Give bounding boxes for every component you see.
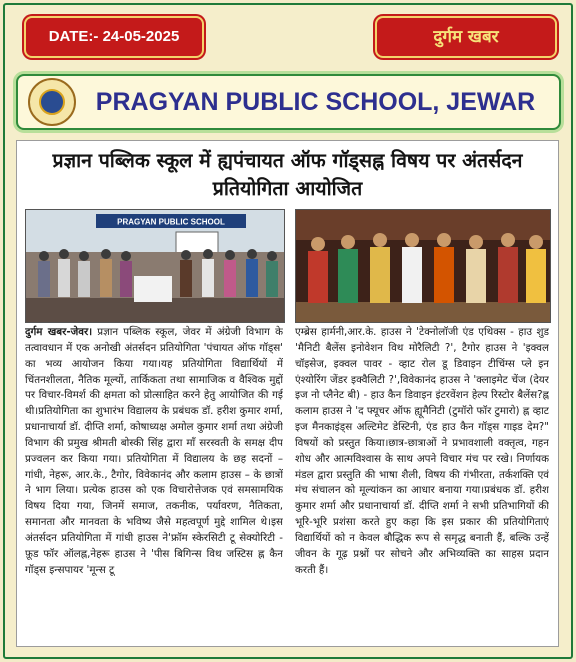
- article-column-1-text: प्रज्ञान पब्लिक स्कूल, जेवर में अंग्रेजी विभाग के तत्वावधान में एक अनोखी अंतर्सदन प्रतियोगिता 'पंचायत ऑफ गॉड्स' का भव्य आयोजन किया गया।यह प्रतियोगिता विद्यार्थियों में चिंतनशीलता, नैतिक मूल्यों, तार्किकता तथा सामाजिक व वैश्विक मुद्दों पर विचार-विमर्श की क्षमता को प्रोत्साहित करने हेतु आयोजित की गई थी।प्रतियोगिता का शुभारंभ विद्यालय के प्रबंधक डॉ. हरीश कुमार शर्मा, प्रधानाचार्या डॉ. दीप्ति शर्मा, कोषाध्यक्ष अमोल कुमार शर्मा तथा अंग्रेजी विभाग की प्रमुख श्रीमती बोस्की सिंह द्वारा माँ सरस्वती के समक्ष दीप प्रज्वलन कर किया गया। प्रतियोगिता में विद्यालय के छह सदनों – गांधी, नेहरू, आर.के., टैगोर, विवेकानंद और कलाम हाउस – के छात्रों ने भाग लिया। प्रत्येक हाउस को एक विचारोत्तेजक एवं समसामयिक विषय दिया गया, जिनमें समाज, तकनीक, पर्यावरण, नैतिकता, समानता और मानवता के भविष्य जैसे महत्वपूर्ण मुद्दे शामिल थे।इस अंतर्सदन प्रतियोगिता में गांधी हाउस ने'फ्रॉम स्केरसिटी टू सेक्योरिटी - फ़ूड फॉर ऑलह्न,नेहरू हाउस ने 'पीस बिगिन्स विथ जस्टिस ह्न कैन गॉड्स इन्सपायर 'मून्स टू: [25, 326, 283, 576]
- news-clipping: [16, 140, 559, 647]
- photo-costumed-students-illustration: [296, 210, 550, 322]
- photo-students-stage: [25, 209, 285, 323]
- photo-costumed-students: [295, 209, 551, 323]
- school-logo-icon: [28, 78, 76, 126]
- brand-badge: दुर्गम खबर: [375, 16, 557, 58]
- article-lead: दुर्गम खबर-जेवर।: [25, 326, 93, 338]
- article-column-1: [25, 325, 283, 643]
- article-headline: प्रज्ञान पब्लिक स्कूल में ह्यपंचायत ऑफ गॉड्सह्न विषय पर अंतर्सदन प्रतियोगिता आयोजित: [52, 149, 523, 200]
- date-badge: DATE:- 24-05-2025: [24, 16, 204, 58]
- article-column-2: एम्ब्रेस हार्मनी,आर.के. हाउस ने 'टेक्नोलॉजी एंड एथिक्स - हाउ शुड 'मैनिटी बैलेंस इनोवेशन विथ मोरैलिटी ?', टैगोर हाउस ने 'इक्वल चॉइसेज, इक्वल पावर - व्हाट रोल डू डिवाइन टीचिंग्स प्ले इन एंश्योरिंग जेंडर इक्वैलिटी ?',विवेकानंद हाउस ने 'क्लाइमेट चेंज (देयर इज नो प्लैनेट बी) - हाउ कैन डिवाइन इंटरवेंशन हेल्प रिस्टोर बैलेंस?ह्न कलाम हाउस ने 'द फ्यूचर ऑफ ह्यूमैनिटी (टुमॉरो फॉर टुमारो) ह्न व्हाट इज मैनकाइंड्स अल्टिमेट डेस्टिनी, एंड हाउ कैन गॉड्स गाइड देम?" विषयों को प्रस्तुत किया।छात्र-छात्राओं ने प्रभावशाली वक्तृत्व, गहन शोध और आत्मविश्वास के साथ अपने विचार मंच पर रखे। निर्णायक मंडल द्वारा प्रस्तुति की भाषा शैली, विषय की गंभीरता, तर्कशक्ति एवं मंच संचालन को मूल्यांकन का आधार बनाया गया।प्रबंधक डॉ. हरीश कुमार शर्मा और प्रधानाचार्या डॉ. दीप्ति शर्मा ने सभी प्रतिभागियों की भूरि-भूरि प्रशंसा करते हुए कहा कि इस प्रकार की प्रतियोगिताएं विद्यार्थियों को न केवल बौद्धिक रूप से समृद्ध बनाती हैं, बल्कि उन्हें जीवन के गूढ़ प्रश्नों पर सोचने और अभिव्यक्ति का साहस प्रदान करती हैं।: [295, 326, 549, 576]
- school-banner: [16, 74, 561, 130]
- photo-stage-banner-text: PRAGYAN PUBLIC SCHOOL: [117, 217, 225, 227]
- school-name: PRAGYAN PUBLIC SCHOOL, JEWAR: [95, 88, 536, 116]
- photo-students-stage-illustration: [26, 210, 284, 322]
